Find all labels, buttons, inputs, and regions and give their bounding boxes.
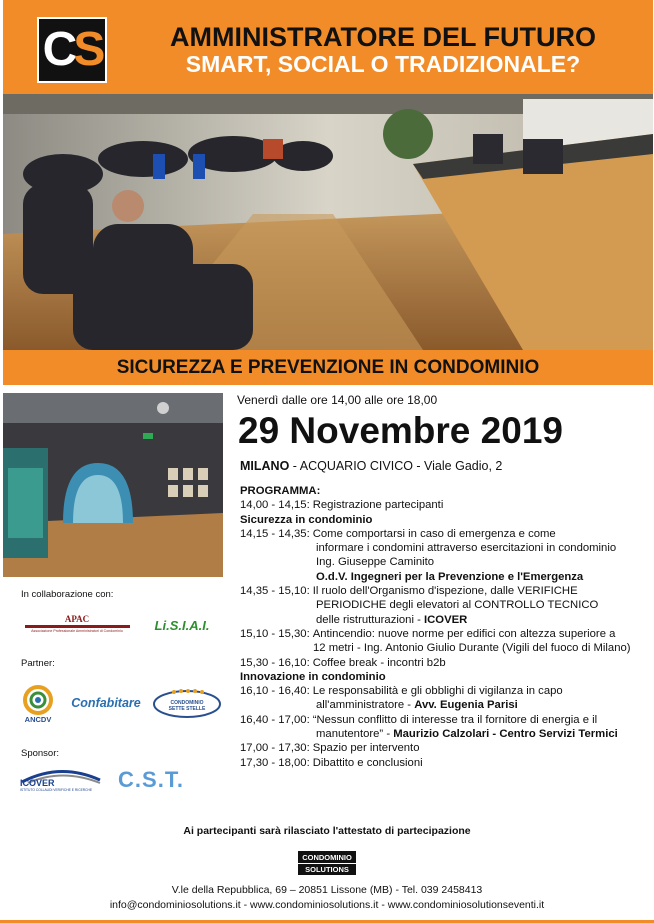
program-time: 15,10 - 15,30:	[240, 627, 310, 640]
event-time: Venerdì dalle ore 14,00 alle ore 18,00	[237, 393, 438, 407]
program-time: 15,30 - 16,10:	[240, 656, 310, 669]
section-title-band	[3, 350, 653, 385]
header-band	[3, 0, 653, 94]
partner-label: Partner:	[21, 658, 55, 669]
program-time: 14,15 - 14,35:	[240, 527, 310, 540]
event-venue: - ACQUARIO CIVICO - Viale Gadio, 2	[289, 459, 503, 473]
program-text: Registrazione partecipanti	[312, 499, 444, 512]
program-speaker: Ing. Giuseppe Caminito	[316, 556, 435, 569]
program-text: “Nessun conflitto di interesse tra il fornitore di energia e il	[312, 713, 598, 726]
ancdv-emblem-icon	[23, 685, 53, 715]
program-item	[240, 713, 650, 727]
cst-logo	[118, 766, 184, 794]
lisiai-logo	[142, 614, 222, 636]
program-item	[240, 656, 650, 670]
program-text: 12 metri - Ing. Antonio Giulio Durante (Vigili del fuoco di Milano)	[313, 642, 631, 655]
main-title: AMMINISTRATORE DEL FUTURO	[170, 22, 596, 52]
program-time: 17,00 - 17,30:	[240, 742, 310, 755]
program-text: Dibattito e conclusioni	[312, 756, 423, 769]
program	[240, 484, 650, 770]
certificate-note: Ai partecipanti sarà rilasciato l'attestato di partecipazione	[183, 825, 471, 837]
program-text: Le responsabilità e gli obblighi di vigilanza in capo	[312, 685, 563, 698]
icover-logo	[20, 766, 102, 796]
program-time: 16,40 - 17,00:	[240, 713, 310, 726]
ancdv-logo	[20, 682, 56, 726]
cs-logo	[37, 17, 107, 83]
program-text: informare i condomini attraverso esercitazioni in condominio	[316, 542, 617, 555]
program-item	[240, 527, 650, 541]
aquarium-photo	[3, 393, 223, 577]
apac-logo	[22, 610, 132, 636]
program-time: 16,10 - 16,40:	[240, 685, 310, 698]
program-text-line	[240, 698, 650, 712]
apac-name: APAC	[64, 613, 90, 624]
confabitare-text: Confabitare	[71, 696, 141, 710]
program-speaker: Maurizio Calzolari - Centro Servizi Termici	[393, 728, 618, 741]
section-title: SICUREZZA E PREVENZIONE IN CONDOMINIO	[116, 357, 540, 378]
event-date: 29 Novembre 2019	[238, 410, 563, 451]
event-city: MILANO	[240, 459, 290, 473]
program-speaker: Avv. Eugenia Parisi	[414, 699, 518, 712]
program-organization: O.d.V. Ingegneri per la Prevenzione e l'Emergenza	[316, 570, 584, 583]
cst-text: C.S.T.	[118, 767, 184, 792]
program-item	[240, 684, 650, 698]
program-item	[240, 627, 650, 641]
confabitare-logo	[70, 692, 142, 714]
program-item	[240, 584, 650, 598]
program-text: Antincendio: nuove norme per edifici con altezza superiore a	[312, 627, 616, 640]
sponsor-label: Sponsor:	[21, 748, 60, 759]
program-time: 14,35 - 15,10:	[240, 585, 310, 598]
conference-photo	[3, 94, 653, 350]
ancdv-text: ANCDV	[24, 714, 52, 724]
subtitle: SMART, SOCIAL O TRADIZIONALE?	[185, 51, 581, 77]
apac-subtitle: Associazione Professionale Amministratori di Condominio	[31, 628, 123, 633]
program-text: all'amministratore -	[316, 699, 415, 712]
program-heading: PROGRAMMA:	[240, 485, 321, 497]
program-text: manutentore” -	[316, 728, 394, 741]
program-text: Spazio per intervento	[312, 742, 420, 755]
collab-label: In collaborazione con:	[21, 589, 114, 600]
program-item	[240, 498, 650, 512]
cs-logo-text: CS	[42, 23, 102, 76]
footer-logo-top: CONDOMINIO	[302, 853, 352, 862]
program-item	[240, 741, 650, 755]
program-text: delle ristrutturazioni -	[316, 613, 424, 626]
program-section: Sicurezza in condominio	[240, 513, 373, 526]
sette-stelle-text: CONDOMINIO SETTE STELLE	[168, 700, 206, 712]
icover-text: ICOVER	[20, 778, 55, 788]
program-text-line	[240, 727, 650, 741]
event-location	[240, 459, 502, 473]
program-time: 14,00 - 14,15:	[240, 499, 310, 512]
program-text-line	[240, 613, 650, 627]
program-text: Come comportarsi in caso di emergenza e come	[312, 527, 556, 540]
footer-logo-bottom: SOLUTIONS	[298, 863, 356, 875]
program-text: Coffee break - incontri b2b	[312, 656, 446, 669]
lisiai-text: Li.S.I.A.I.	[154, 617, 210, 633]
footer-web-links[interactable]: info@condominiosolutions.it - www.condominiosolutions.it - www.condominiosolutionseventi.it	[109, 899, 545, 911]
icover-subtitle: ISTITUTO COLLAUDI VERIFICHE E RICERCHE	[20, 788, 93, 792]
program-time: 17,30 - 18,00:	[240, 756, 310, 769]
program-text: PERIODICHE degli elevatori al CONTROLLO TECNICO	[316, 599, 599, 612]
program-section: Innovazione in condominio	[240, 670, 386, 683]
footer-address: V.le della Repubblica, 69 – 20851 Lissone (MB) - Tel. 039 2458413	[171, 884, 483, 896]
program-item	[240, 756, 650, 770]
program-organization: ICOVER	[424, 613, 468, 626]
program-text: Il ruolo dell'Organismo d'ispezione, dalle VERIFICHE	[312, 585, 578, 598]
sette-stelle-logo	[152, 687, 222, 719]
condominio-solutions-logo	[298, 851, 356, 875]
